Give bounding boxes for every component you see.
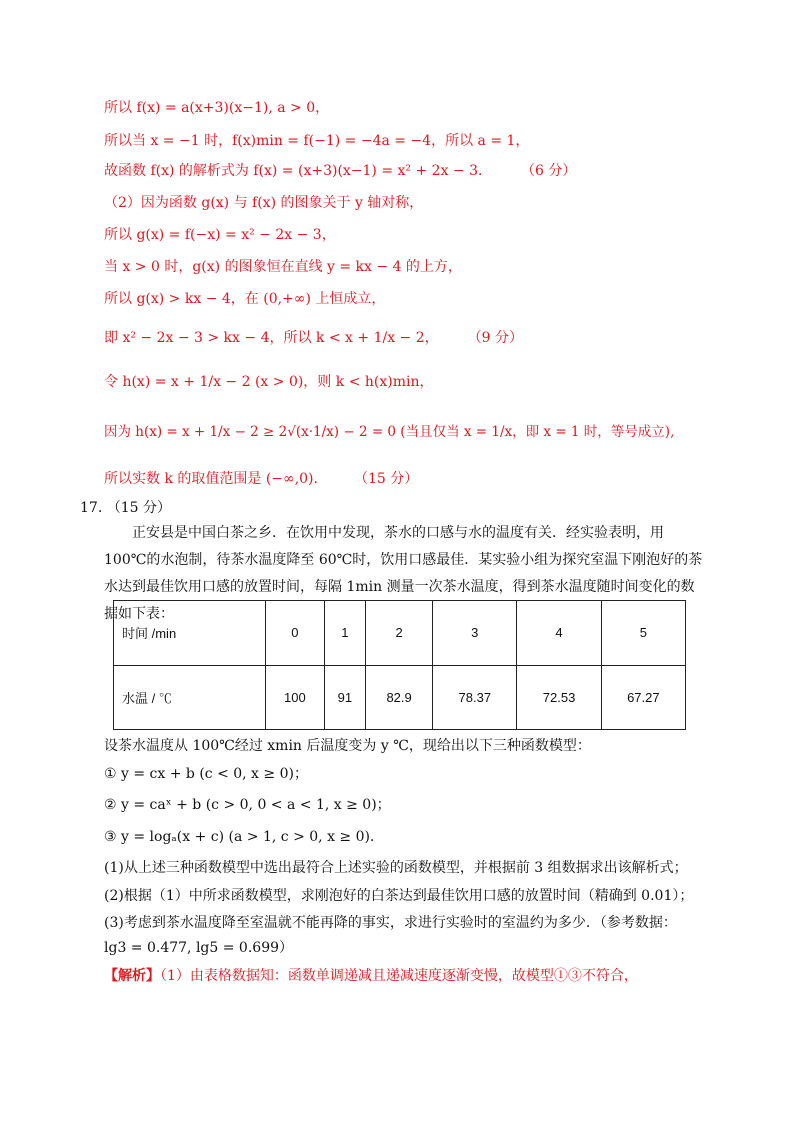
solution-line-3 — [104, 161, 576, 181]
score-15: （15 分） — [353, 471, 419, 487]
score-6: （6 分） — [528, 163, 577, 179]
table-cell: 100 — [266, 665, 325, 730]
solution-line-3-text: 故函数 f(x) 的解析式为 f(x) = (x+3)(x−1) = x² + 2x − 3． — [104, 163, 493, 179]
table-cell: 67.27 — [601, 665, 685, 730]
table-cell: 0 — [266, 601, 325, 666]
problem-setup: 设茶水温度从 100℃经过 xmin 后温度变为 y ℃，现给出以下三种函数模型： — [104, 738, 591, 754]
table-row — [114, 601, 686, 666]
table-header-time: 时间 /min — [114, 601, 266, 666]
model-2: ② y = caˣ + b (c > 0, 0 < a < 1, x ≥ 0)； — [104, 797, 391, 813]
table-cell: 5 — [601, 601, 685, 666]
model-1: ① y = cx + b (c < 0, x ≥ 0)； — [104, 766, 308, 782]
solution-part2-line-7: 因为 h(x) = x + 1/x − 2 ≥ 2√(x·1/x) − 2 = 0 (当且仅当 x = 1/x，即 x = 1 时，等号成立), — [104, 424, 675, 440]
table-cell: 4 — [517, 601, 601, 666]
reference-data: lg3 = 0.477, lg5 = 0.699） — [104, 940, 294, 956]
question-3: (3)考虑到茶水温度降至室温就不能再降的事实，求进行实验时的室温约为多少．（参考数据： — [104, 915, 677, 931]
table-header-temp: 水温 / ℃ — [114, 665, 266, 730]
table-cell: 72.53 — [517, 665, 601, 730]
tea-temperature-table — [113, 600, 686, 730]
analysis-tag: 【解析】 — [104, 968, 160, 984]
question-1: (1)从上述三种函数模型中选出最符合上述实验的函数模型，并根据前 3 组数据求出该解析式； — [104, 860, 688, 876]
solution-part2-line-3: 当 x > 0 时，g(x) 的图象恒在直线 y = kx − 4 的上方， — [104, 259, 462, 275]
solution-part2-line-4: 所以 g(x) > kx − 4，在 (0,+∞) 上恒成立， — [104, 291, 386, 307]
table-cell: 78.37 — [433, 665, 517, 730]
analysis-text: （1）由表格数据知：函数单调递减且递减速度逐渐变慢，故模型①③不符合， — [160, 968, 638, 984]
solution-part2-line-8-text: 所以实数 k 的取值范围是 (−∞,0). — [104, 471, 318, 487]
table-cell: 1 — [324, 601, 365, 666]
table-row — [114, 665, 686, 730]
table-cell: 2 — [366, 601, 433, 666]
solution-part2-line-1: （2）因为函数 g(x) 与 f(x) 的图象关于 y 轴对称， — [104, 195, 424, 211]
question-2: (2)根据（1）中所求函数模型，求刚泡好的白茶达到最佳饮用口感的放置时间（精确到 0.01）； — [104, 888, 694, 904]
score-9: （9 分） — [474, 330, 523, 346]
table-cell: 3 — [433, 601, 517, 666]
solution-part2-line-5 — [104, 328, 523, 348]
solution-line-1: 所以 f(x) = a(x+3)(x−1), a > 0， — [104, 100, 330, 116]
problem-points: （15 分） — [106, 500, 171, 516]
table-cell: 82.9 — [366, 665, 433, 730]
problem-number: 17. — [80, 500, 103, 516]
problem-17-intro: 正安县是中国白茶之乡．在饮用中发现，茶水的口感与水的温度有关．经实验表明，用 100℃的水泡制，待茶水温度降至 60℃时，饮用口感最佳．某实验小组为探究室温下刚泡好的茶水达到最佳饮用口感的放置时间，每隔 1min 测量一次茶水温度，得到茶水温度随时间变化的数据如下表： — [104, 525, 703, 622]
solution-line-2: 所以当 x = −1 时，f(x)min = f(−1) = −4a = −4，所以 a = 1， — [104, 133, 530, 149]
problem-17-header — [80, 498, 171, 518]
solution-part2-line-5-text: 即 x² − 2x − 3 > kx − 4，所以 k < x + 1/x − 2， — [104, 330, 439, 346]
solution-part2-line-6: 令 h(x) = x + 1/x − 2 (x > 0)，则 k < h(x)min， — [104, 374, 434, 390]
solution-part2-line-2: 所以 g(x) = f(−x) = x² − 2x − 3， — [104, 227, 336, 243]
table-cell: 91 — [324, 665, 365, 730]
solution-part2-line-8 — [104, 469, 418, 489]
analysis-line — [104, 966, 638, 986]
model-3: ③ y = logₐ(x + c) (a > 1, c > 0, x ≥ 0)． — [104, 829, 384, 845]
